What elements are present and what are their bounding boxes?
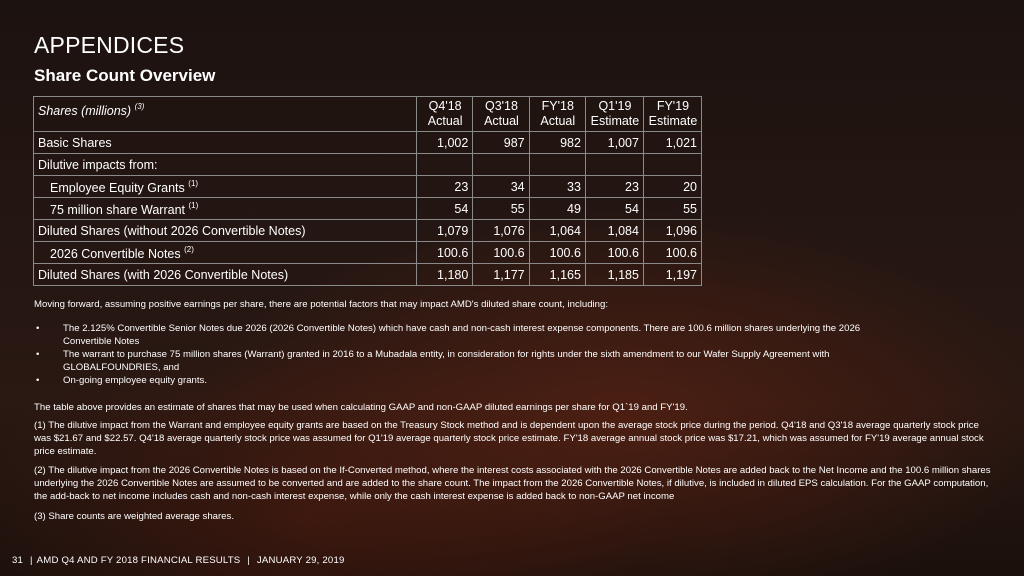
table-row [34, 176, 702, 198]
cell-value: 100.6 [473, 242, 529, 264]
bullet-icon: • [36, 323, 40, 334]
cell-value: 23 [417, 176, 473, 198]
table-row [34, 220, 702, 242]
footnote-marker: (2) [184, 244, 194, 254]
cell-value [643, 154, 701, 176]
cell-value: 1,084 [585, 220, 643, 242]
list-item: • The 2.125% Convertible Senior Notes due 2026 (2026 Convertible Notes) which have cash and non-cash interest expense components. There are 100.6 million shares underlying the 2026 Convertible Notes [36, 323, 861, 347]
cell-value: 100.6 [643, 242, 701, 264]
table-row [34, 154, 702, 176]
row-label: Dilutive impacts from: [34, 154, 417, 176]
table-row [34, 198, 702, 220]
row-label: Employee Equity Grants $^{(1)}$ [34, 176, 417, 198]
footer-separator: | [29, 555, 33, 566]
cell-value: 54 [585, 198, 643, 220]
table-label-header: Shares (millions) $^{(3)}$ [34, 97, 417, 132]
cell-value: 23 [585, 176, 643, 198]
bullet-icon: • [36, 349, 40, 360]
footnote-marker: (1) [188, 178, 199, 188]
footnote-marker: (1) [188, 200, 199, 210]
cell-value: 1,021 [643, 132, 701, 154]
cell-value [417, 154, 473, 176]
cell-value: 1,180 [417, 264, 473, 286]
cell-value: 33 [529, 176, 585, 198]
cell-value: 20 [643, 176, 701, 198]
footer-separator: | [247, 555, 250, 566]
cell-value: 34 [473, 176, 529, 198]
column-header: FY'19 Estimate [643, 97, 701, 132]
footnote-1: (1) The dilutive impact from the Warrant and employee equity grants are based on the Treasury Stock method and is dependent upon the average stock price during the period. Q4'18 and Q3'18 average quarterly stock price was $21.67 and $22.57. Q4'18 average quarterly stock price was assumed for Q1'19 average quarterly stock price estimate. FY'18 average annual stock price was $17.21, which was assumed for FY'19 average annual stock price estimate. [34, 420, 984, 457]
footer-doc-title: AMD Q4 AND FY 2018 FINANCIAL RESULTS [36, 555, 241, 566]
cell-value [529, 154, 585, 176]
list-item: • On-going employee equity grants. [36, 375, 207, 386]
row-label: Diluted Shares (with 2026 Convertible Notes) [34, 264, 417, 286]
cell-value [585, 154, 643, 176]
cell-value: 100.6 [529, 242, 585, 264]
column-header: Q4'18 Actual [417, 97, 473, 132]
cell-value: 1,076 [473, 220, 529, 242]
row-label: 2026 Convertible Notes $^{(2)}$ [34, 242, 417, 264]
cell-value: 1,197 [643, 264, 701, 286]
table-row [34, 264, 702, 286]
cell-value: 982 [529, 132, 585, 154]
share-count-table [33, 96, 702, 286]
cell-value: 1,177 [473, 264, 529, 286]
bullet-icon: • [36, 375, 40, 386]
cell-value: 55 [643, 198, 701, 220]
cell-value: 1,079 [417, 220, 473, 242]
cell-value: 49 [529, 198, 585, 220]
estimate-note: The table above provides an estimate of shares that may be used when calculating GAAP and non-GAAP diluted earnings per share for Q1`19 and FY'19. [34, 402, 688, 413]
factor-bullet-list [34, 322, 894, 387]
row-label: Basic Shares [34, 132, 417, 154]
cell-value: 1,096 [643, 220, 701, 242]
cell-value: 1,185 [585, 264, 643, 286]
cell-value: 100.6 [585, 242, 643, 264]
cell-value: 55 [473, 198, 529, 220]
table-row [34, 132, 702, 154]
column-header: FY'18 Actual [529, 97, 585, 132]
cell-value: 1,064 [529, 220, 585, 242]
page-number: 31 [12, 555, 24, 566]
footnote-3: (3) Share counts are weighted average shares. [34, 511, 234, 522]
slide-footer [12, 555, 349, 566]
footnote-marker: (3) [134, 102, 145, 111]
cell-value: 1,007 [585, 132, 643, 154]
footer-date: JANUARY 29, 2019 [256, 555, 345, 566]
cell-value [473, 154, 529, 176]
list-item: • The warrant to purchase 75 million shares (Warrant) granted in 2016 to a Mubadala entity, in consideration for rights under the sixth amendment to our Wafer Supply Agreement with GLOBALFOUNDRIES, and [36, 349, 830, 373]
cell-value: 100.6 [417, 242, 473, 264]
slide-title: APPENDICES [34, 32, 185, 58]
column-header: Q3'18 Actual [473, 97, 529, 132]
intro-paragraph: Moving forward, assuming positive earnings per share, there are potential factors that may impact AMD's diluted share count, including: [34, 299, 609, 310]
footnote-2: (2) The dilutive impact from the 2026 Convertible Notes is based on the If-Converted method, where the interest costs associated with the 2026 Convertible Notes are added back to the Net Income and the 100.6 million shares underlying the 2026 Convertible Notes are assumed to be converted and are added to the share count. The impact from the 2026 Convertible Notes, if dilutive, is included in diluted EPS calculation. For the GAAP computation, the add-back to net income includes cash and non-cash interest expense, while only the cash interest expense is added back to non-GAAP net income [34, 465, 991, 502]
table-row [34, 242, 702, 264]
cell-value: 1,165 [529, 264, 585, 286]
table-header-row [34, 97, 702, 132]
slide-subtitle: Share Count Overview [34, 66, 216, 85]
column-header: Q1'19 Estimate [585, 97, 643, 132]
cell-value: 987 [473, 132, 529, 154]
row-label: Diluted Shares (without 2026 Convertible Notes) [34, 220, 417, 242]
row-label: 75 million share Warrant $^{(1)}$ [34, 198, 417, 220]
cell-value: 1,002 [417, 132, 473, 154]
cell-value: 54 [417, 198, 473, 220]
